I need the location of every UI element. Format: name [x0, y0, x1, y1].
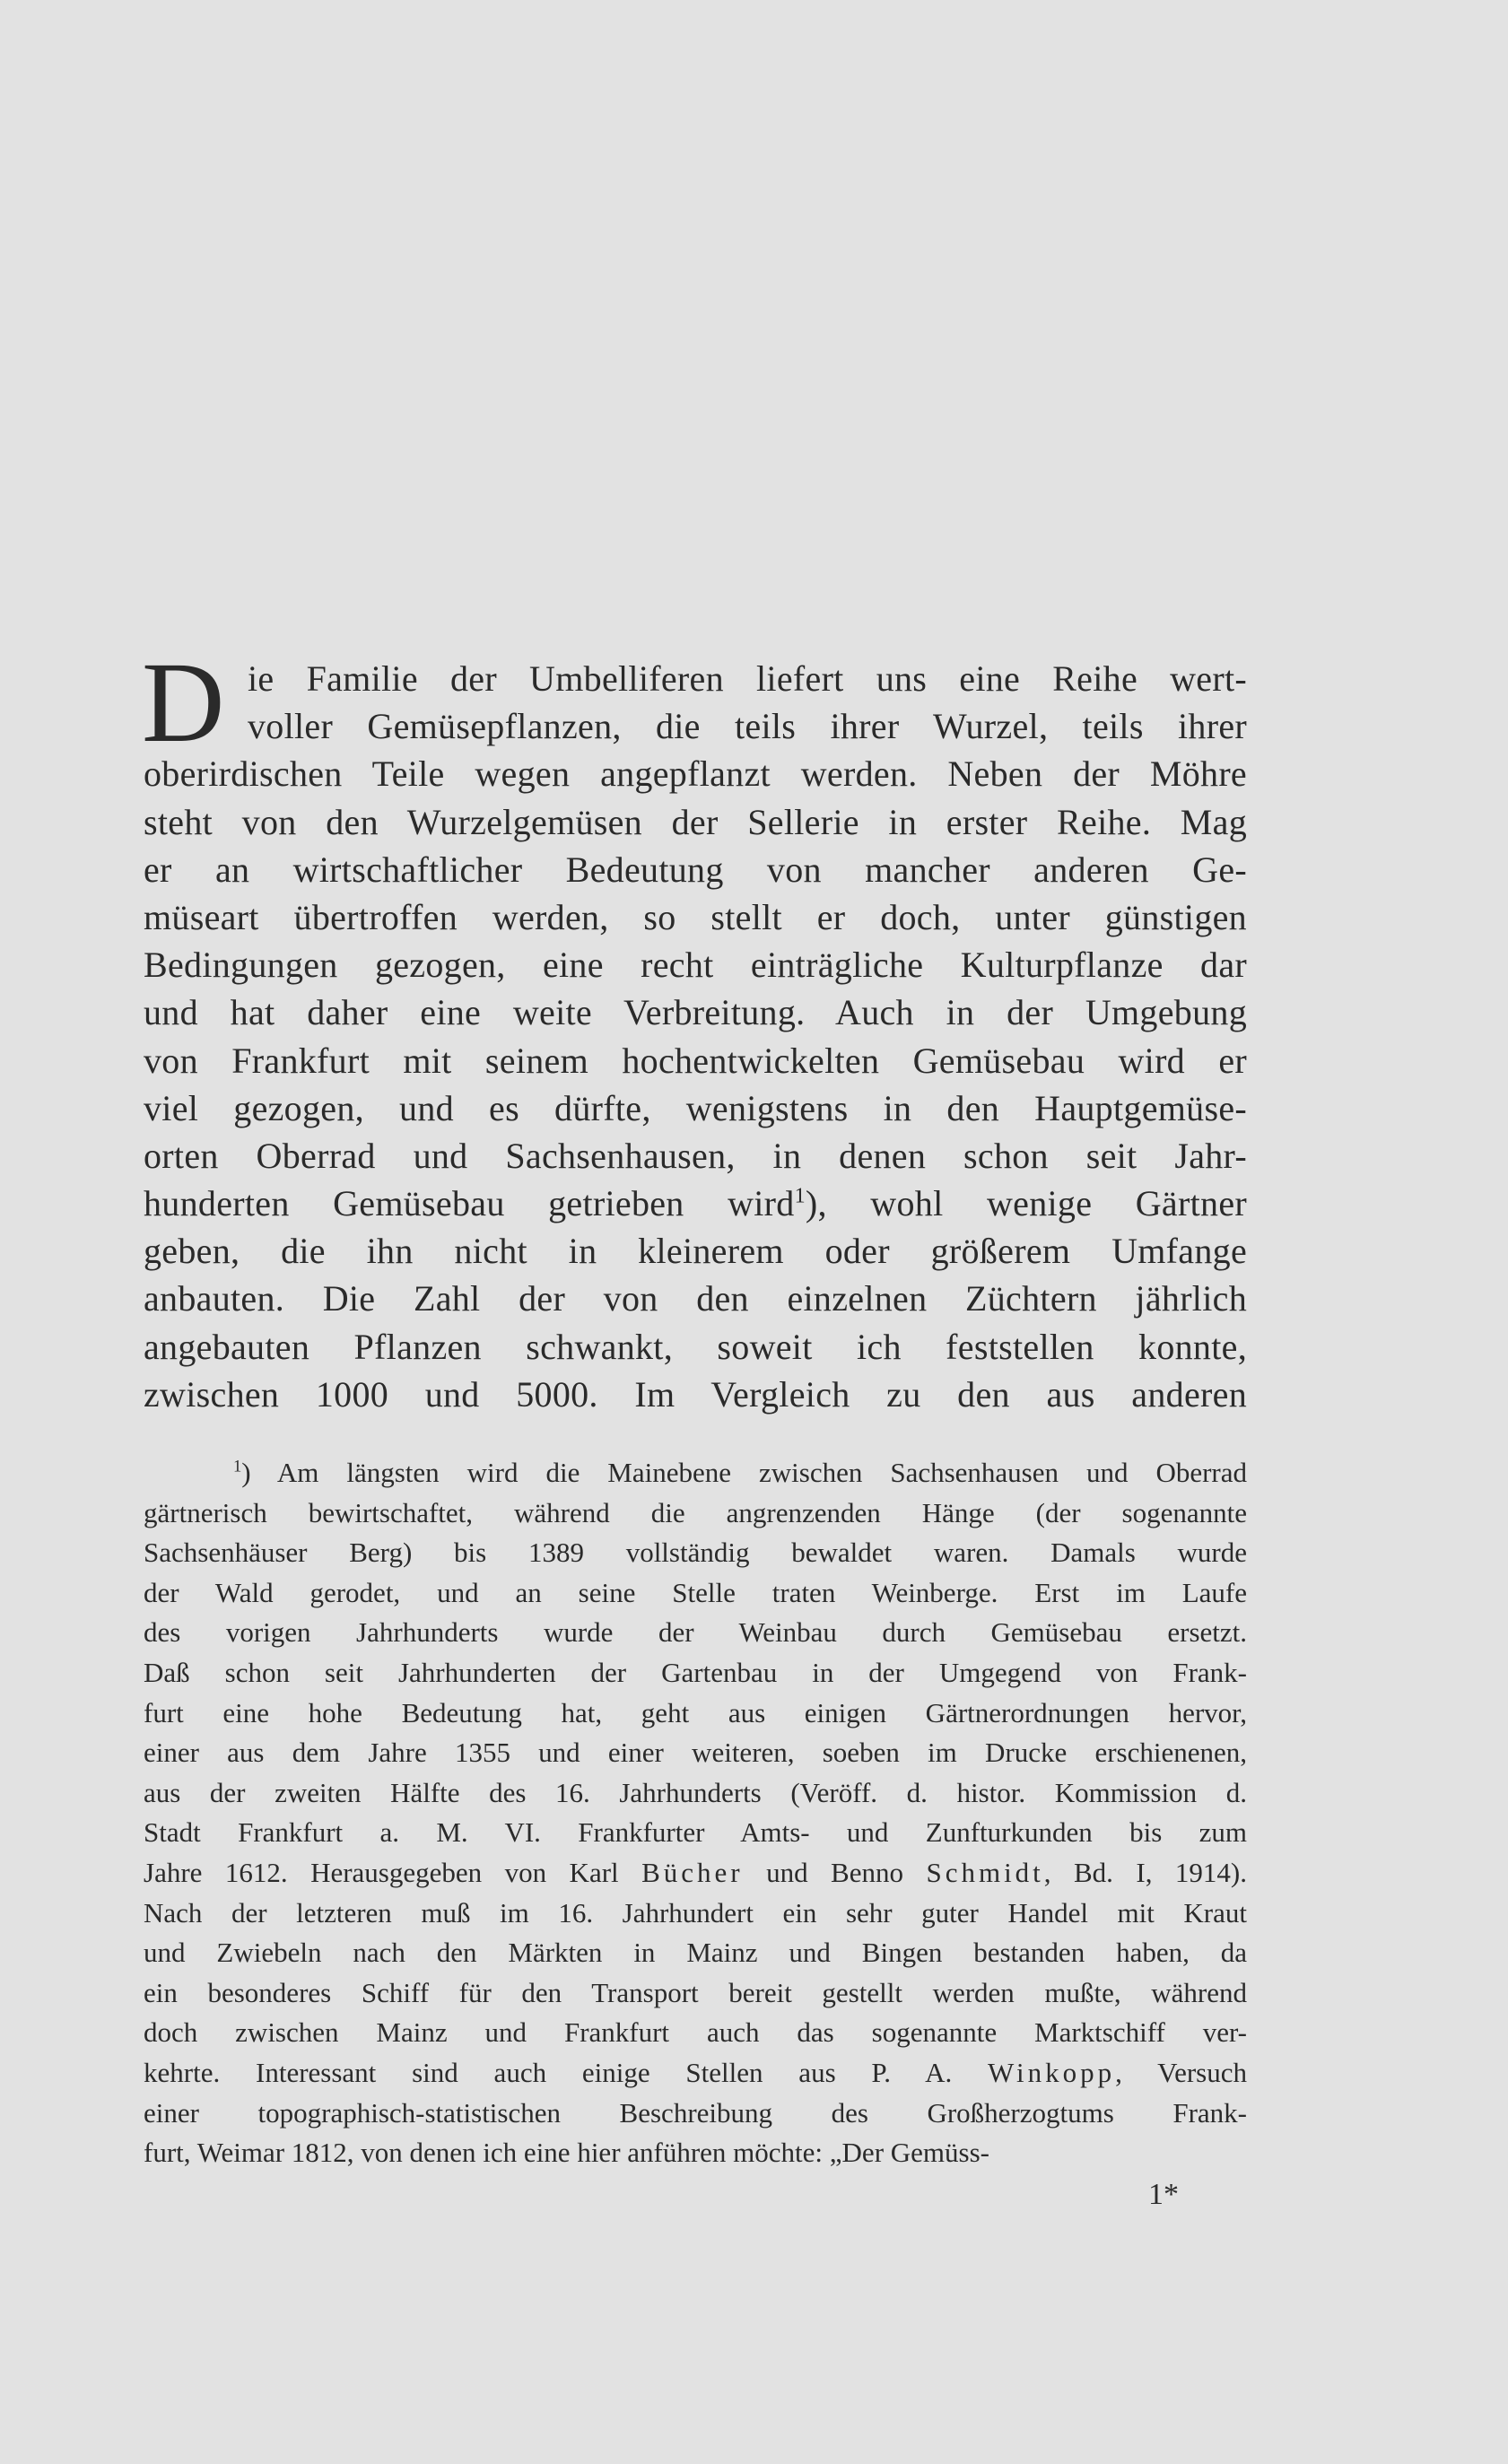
footnote-block — [144, 1453, 1247, 2173]
footnote-line: furt eine hohe Bedeutung hat, geht aus einigen Gärtnerordnungen hervor, — [144, 1696, 1247, 1728]
footnote-reference[interactable]: 1 — [794, 1184, 806, 1208]
text-line: Bedingungen gezogen, eine recht einträgliche Kulturpflanze dar — [144, 945, 1247, 986]
footnote-line: Sachsenhäuser Berg) bis 1389 vollständig bewaldet waren. Damals wurde — [144, 1537, 1247, 1569]
text-line-rest: ), wohl wenige Gärtner — [805, 1183, 1247, 1224]
footnote-line: einer topographisch-statistischen Beschreibung des Großherzogtums Frank- — [144, 2096, 1247, 2129]
footnote-line — [144, 2053, 1247, 2094]
text-line: orten Oberrad und Sachsenhausen, in denen schon seit Jahr- — [144, 1135, 1247, 1176]
author-name: Winkopp — [988, 2056, 1116, 2088]
main-paragraph — [142, 639, 1247, 1418]
footnote-line: Daß schon seit Jahrhunderten der Gartenbau in der Umgegend von Frank- — [144, 1656, 1247, 1688]
footnote-line: Nach der letzteren muß im 16. Jahrhundert ein sehr guter Handel mit Kraut — [144, 1896, 1247, 1929]
footnote-text: kehrte. Interessant sind auch einige Stellen aus P. A. — [144, 2056, 989, 2088]
footnote-line — [144, 1453, 1247, 1493]
text-line: müseart übertroffen werden, so stellt er doch, unter günstigen — [144, 896, 1247, 937]
author-name: Bücher — [641, 1856, 744, 1888]
text-line: anbauten. Die Zahl der von den einzelnen Züchtern jährlich — [144, 1278, 1247, 1319]
signature-mark: 1* — [1148, 2178, 1179, 2211]
text-line: und hat daher eine weite Verbreitung. Auch in der Umgebung — [144, 992, 1247, 1033]
text-line: er an wirtschaftlicher Bedeutung von mancher anderen Ge- — [144, 849, 1247, 890]
footnote-text: Jahre 1612. Herausgegeben von Karl — [144, 1856, 642, 1888]
text-line: steht von den Wurzelgemüsen der Sellerie in erster Reihe. Mag — [144, 801, 1247, 842]
footnote-line: der Wald gerodet, und an seine Stelle traten Weinberge. Erst im Laufe — [144, 1576, 1247, 1608]
footnote-line: gärtnerisch bewirtschaftet, während die angrenzenden Hänge (der sogenannte — [144, 1496, 1247, 1528]
drop-cap: D — [142, 639, 225, 766]
footnote-line: Stadt Frankfurt a. M. VI. Frankfurter Amts- und Zunfturkunden bis zum — [144, 1816, 1247, 1849]
text-line: geben, die ihn nicht in kleinerem oder größerem Umfange — [144, 1231, 1247, 1272]
text-line: oberirdischen Teile wegen angepflanzt werden. Neben der Möhre — [144, 753, 1247, 795]
footnote-line: doch zwischen Mainz und Frankfurt auch das sogenannte Marktschiff ver- — [144, 2016, 1247, 2049]
text-line-with-footnote — [144, 1180, 1247, 1227]
text-line: angebauten Pflanzen schwankt, soweit ich feststellen konnte, — [144, 1326, 1247, 1367]
footnote-text: , Versuch — [1115, 2056, 1248, 2088]
footnote-line: ein besonderes Schiff für den Transport bereit gestellt werden mußte, während — [144, 1976, 1247, 2008]
text-line-start: hunderten Gemüsebau getrieben wird — [144, 1183, 795, 1224]
footnote-text: ) Am längsten wird die Mainebene zwischen Sachsenhausen und Oberrad — [241, 1457, 1247, 1488]
footnote-marker: 1 — [233, 1457, 242, 1476]
text-line: viel gezogen, und es dürfte, wenigstens in den Hauptgemüse- — [144, 1087, 1247, 1128]
footnote-line: furt, Weimar 1812, von denen ich eine hier anführen möchte: „Der Gemüss- — [144, 2137, 989, 2169]
footnote-line: aus der zweiten Hälfte des 16. Jahrhunderts (Veröff. d. histor. Kommission d. — [144, 1776, 1247, 1808]
text-line: von Frankfurt mit seinem hochentwickelten Gemüsebau wird er — [144, 1040, 1247, 1081]
text-line: ie Familie der Umbelliferen liefert uns eine Reihe wert- — [248, 658, 1247, 699]
footnote-line: des vorigen Jahrhunderts wurde der Weinbau durch Gemüsebau ersetzt. — [144, 1616, 1247, 1649]
footnote-line: einer aus dem Jahre 1355 und einer weiteren, soeben im Drucke erschienenen, — [144, 1737, 1247, 1769]
footnote-line: und Zwiebeln nach den Märkten in Mainz und Bingen bestanden haben, da — [144, 1937, 1247, 1969]
author-name: Schmidt — [926, 1856, 1044, 1888]
footnote-line — [144, 1853, 1247, 1894]
footnote-text: , Bd. I, 1914). — [1043, 1856, 1247, 1888]
footnote-text: und Benno — [743, 1856, 927, 1888]
text-line: voller Gemüsepflanzen, die teils ihrer Wurzel, teils ihrer — [248, 706, 1247, 747]
text-line: zwischen 1000 und 5000. Im Vergleich zu den aus anderen — [144, 1373, 1247, 1415]
